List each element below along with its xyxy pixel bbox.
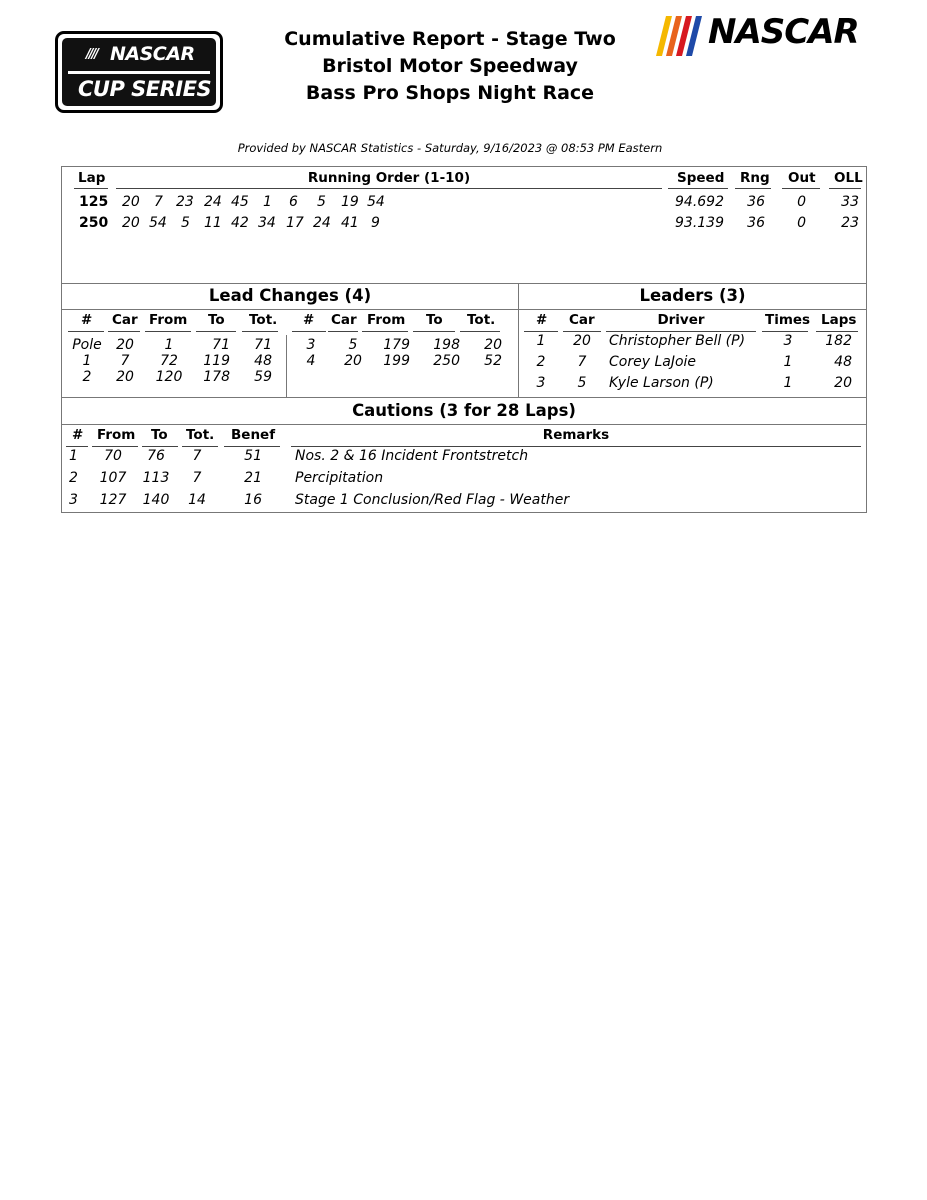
title-line-2: Bristol Motor Speedway	[322, 55, 578, 77]
caution-tot: 7	[192, 448, 202, 464]
caution-tot-header: Tot.	[186, 427, 215, 443]
caution-to-header: To	[151, 427, 168, 443]
lc-to-header-2: To	[426, 312, 443, 328]
leader-laps: 48	[834, 354, 852, 370]
caution-to: 113	[142, 470, 170, 486]
order-pos-10: 54	[367, 194, 385, 210]
leader-times: 3	[783, 333, 793, 349]
lc-from-header-2: From	[367, 312, 406, 328]
order-pos-10: 9	[371, 215, 380, 231]
lc-num: 1	[82, 353, 92, 369]
lc-car: 20	[344, 353, 362, 369]
leader-car: 20	[573, 333, 591, 349]
cautions-title: Cautions (3 for 28 Laps)	[352, 401, 576, 420]
leaders-laps-header: Laps	[821, 312, 857, 328]
lc-tot: 20	[484, 337, 502, 353]
lc-tot: 59	[254, 369, 272, 385]
nascar-stripes-icon	[656, 16, 712, 56]
order-pos-3: 23	[176, 194, 194, 210]
oll-value: 23	[841, 215, 859, 231]
order-pos-8: 24	[313, 215, 331, 231]
lc-to: 250	[433, 353, 460, 369]
title-line-1: Cumulative Report - Stage Two	[284, 28, 616, 50]
leader-laps: 20	[834, 375, 852, 391]
rng-value: 36	[747, 215, 765, 231]
caution-benef: 51	[244, 448, 262, 464]
lc-num: 2	[82, 369, 92, 385]
leader-laps: 182	[825, 333, 852, 349]
title-line-3: Bass Pro Shops Night Race	[305, 82, 595, 104]
lead-changes-title: Lead Changes (4)	[208, 286, 372, 305]
lap-header: Lap	[78, 170, 106, 186]
caution-from-header: From	[97, 427, 136, 443]
oll-header: OLL	[834, 170, 863, 186]
lc-from: 199	[383, 353, 410, 369]
leader-driver: Christopher Bell (P)	[609, 333, 746, 349]
order-pos-1: 20	[122, 194, 140, 210]
caution-num-header: #	[72, 427, 84, 443]
provided-by-line: Provided by NASCAR Statistics - Saturday, 9/16/2023 @ 08:53 PM Eastern	[237, 141, 663, 155]
leader-car: 7	[577, 354, 587, 370]
speed-value: 94.692	[675, 194, 724, 210]
order-pos-4: 24	[204, 194, 222, 210]
caution-to: 140	[142, 492, 170, 508]
caution-from: 127	[99, 492, 127, 508]
lc-num-header: #	[81, 312, 93, 328]
lc-car-header: Car	[112, 312, 138, 328]
order-pos-5: 42	[231, 215, 249, 231]
caution-benef-header: Benef	[231, 427, 276, 443]
speed-header: Speed	[677, 170, 725, 186]
caution-tot: 14	[188, 492, 206, 508]
order-pos-9: 19	[341, 194, 359, 210]
leaders-car-header: Car	[569, 312, 595, 328]
oll-value: 33	[841, 194, 859, 210]
leaders-title: Leaders (3)	[639, 286, 746, 305]
lap-value: 125	[79, 194, 109, 210]
lc-from: 1	[164, 337, 174, 353]
cup-logo-bottom-text: CUP SERIES	[78, 77, 212, 101]
lap-value: 250	[79, 215, 109, 231]
lc-to: 198	[433, 337, 460, 353]
lc-num: Pole	[72, 337, 102, 353]
order-pos-2: 54	[149, 215, 167, 231]
order-pos-3: 5	[181, 215, 190, 231]
running-order-header: Running Order (1-10)	[307, 170, 471, 186]
lc-to-header: To	[208, 312, 225, 328]
speed-value: 93.139	[675, 215, 724, 231]
lc-tot: 71	[254, 337, 272, 353]
caution-remarks: Percipitation	[295, 470, 384, 486]
cup-logo-top-text: NASCAR	[110, 43, 195, 65]
leader-num: 1	[536, 333, 546, 349]
nascar-logo-text: NASCAR	[708, 12, 859, 52]
lc-to: 71	[212, 337, 230, 353]
cup-series-logo	[55, 31, 223, 113]
rng-header: Rng	[740, 170, 770, 186]
caution-from: 70	[104, 448, 122, 464]
out-header: Out	[788, 170, 816, 186]
caution-remarks: Nos. 2 & 16 Incident Frontstretch	[295, 448, 529, 464]
lc-tot: 52	[484, 353, 502, 369]
leader-times: 1	[783, 375, 793, 391]
leader-car: 5	[577, 375, 587, 391]
leader-driver: Kyle Larson (P)	[609, 375, 714, 391]
lc-from: 72	[160, 353, 178, 369]
lc-car: 20	[116, 337, 134, 353]
caution-tot: 7	[192, 470, 202, 486]
lc-car-header-2: Car	[331, 312, 357, 328]
report-title	[240, 26, 660, 107]
lc-num: 4	[306, 353, 316, 369]
caution-from: 107	[99, 470, 127, 486]
lc-tot-header: Tot.	[249, 312, 278, 328]
caution-to: 76	[147, 448, 165, 464]
lc-car: 20	[116, 369, 134, 385]
lc-from-header: From	[149, 312, 188, 328]
order-pos-6: 1	[263, 194, 272, 210]
order-pos-2: 7	[154, 194, 163, 210]
stripes-icon: ////	[86, 47, 97, 62]
caution-num: 3	[69, 492, 78, 508]
leaders-times-header: Times	[765, 312, 811, 328]
lc-car: 5	[348, 337, 358, 353]
caution-benef: 21	[244, 470, 262, 486]
order-pos-5: 45	[231, 194, 249, 210]
order-pos-1: 20	[122, 215, 140, 231]
out-value: 0	[797, 215, 806, 231]
order-pos-9: 41	[341, 215, 359, 231]
order-pos-7: 6	[289, 194, 298, 210]
order-pos-4: 11	[204, 215, 222, 231]
caution-benef: 16	[244, 492, 262, 508]
order-pos-6: 34	[258, 215, 276, 231]
lc-to: 119	[203, 353, 230, 369]
caution-num: 1	[69, 448, 78, 464]
leader-times: 1	[783, 354, 793, 370]
order-pos-7: 17	[286, 215, 304, 231]
leader-num: 3	[536, 375, 546, 391]
order-pos-8: 5	[317, 194, 326, 210]
lc-to: 178	[203, 369, 230, 385]
lc-car: 7	[120, 353, 130, 369]
leader-num: 2	[536, 354, 546, 370]
leaders-num-header: #	[536, 312, 548, 328]
rng-value: 36	[747, 194, 765, 210]
nascar-logo	[656, 14, 866, 58]
caution-remarks: Stage 1 Conclusion/Red Flag - Weather	[295, 492, 570, 508]
lc-tot-header-2: Tot.	[467, 312, 496, 328]
caution-num: 2	[69, 470, 78, 486]
lc-num-header-2: #	[303, 312, 315, 328]
lc-tot: 48	[254, 353, 272, 369]
lc-num: 3	[306, 337, 316, 353]
caution-remarks-header: Remarks	[542, 427, 610, 443]
lc-from: 179	[383, 337, 410, 353]
leader-driver: Corey LaJoie	[609, 354, 697, 370]
out-value: 0	[797, 194, 806, 210]
lc-from: 120	[155, 369, 183, 385]
leaders-driver-header: Driver	[657, 312, 705, 328]
